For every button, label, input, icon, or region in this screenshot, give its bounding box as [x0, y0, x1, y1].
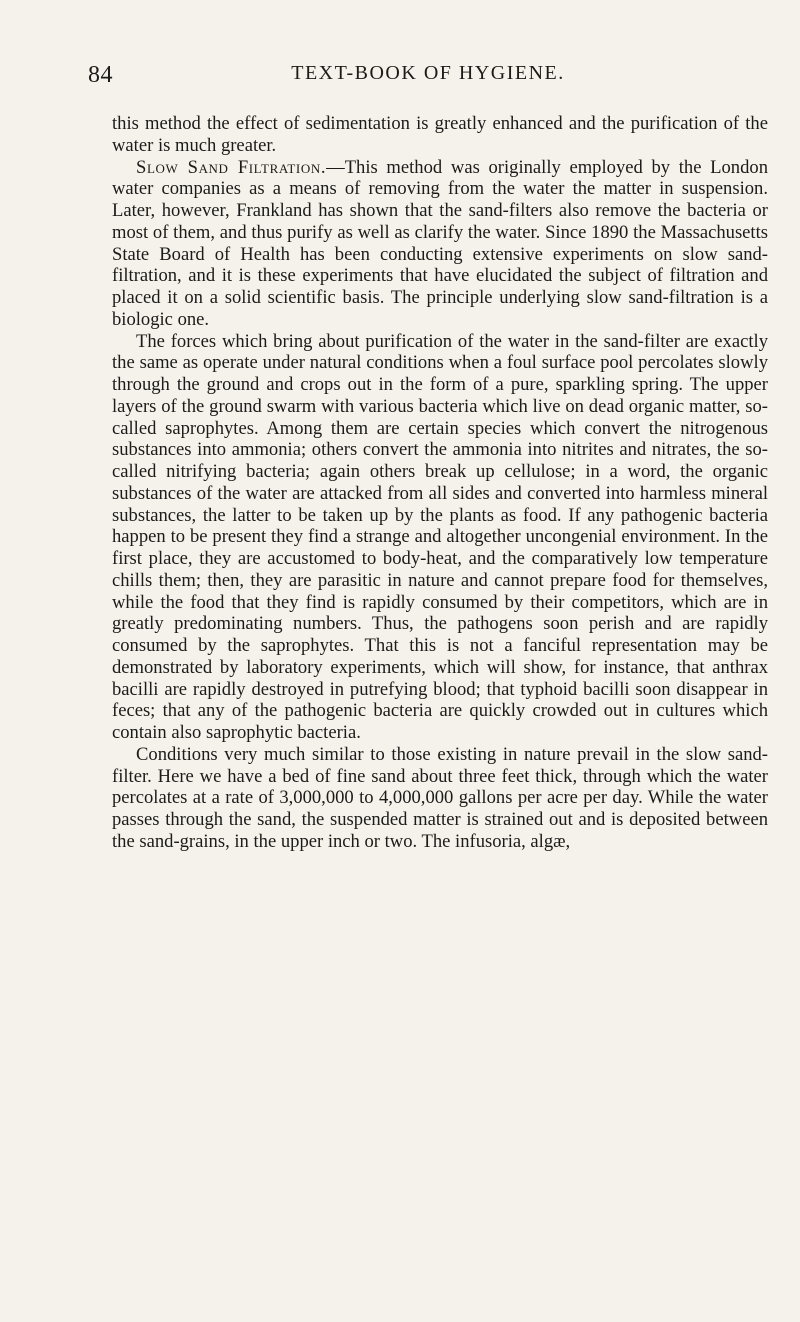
paragraph-purification-forces: The forces which bring about purification of the water in the sand-filter are exactly the same as operate under natural conditions when a foul surface pool percolates slowly through the ground and crops out in the form of a pure, sparkling spring. The upper layers of the ground swarm with various bacteria which live on dead organic matter, so-called saprophytes. Among them are certain species which convert the nitrogenous substances into ammonia; others convert the ammonia into nitrites and nitrates, the so-called nitrifying bacteria; again others break up cellulose; in a word, the organic substances of the water are attacked from all sides and converted into harmless mineral substances, the latter to be taken up by the plants as food. If any pathogenic bacteria happen to be present they find a strange and altogether uncongenial environment. In the first place, they are accustomed to body-heat, and the comparatively low temperature chills them; then, they are parasitic in nature and cannot prepare food for themselves, while the food that they find is rapidly consumed by their competitors, which are in greatly predominating numbers. Thus, the pathogens soon perish and are rapidly consumed by the saprophytes. That this is not a fanciful representation may be demonstrated by laboratory experiments, which will show, for instance, that anthrax bacilli are rapidly destroyed in putrefying blood; that typhoid bacilli soon disappear in feces; that any of the pathogenic bacteria are quickly crowded out in cultures which contain also saprophytic bacteria. [112, 330, 768, 743]
paragraph-text: —This method was originally employed by the London water companies as a means of removing from the water the matter in suspension. Later, however, Frankland has shown that the sand-filters also remove the bacteria or most of them, and thus purify as well as clarify the water. Since 1890 the Massachusetts State Board of Health has been conducting extensive experiments on slow sand-filtration, and it is these experiments that have elucidated the subject of filtration and placed it on a solid scientific basis. The principle underlying slow sand-filtration is a biologic one. [112, 156, 768, 330]
paragraph-slow-sand-filtration [112, 157, 768, 331]
paragraph-conditions: Conditions very much similar to those existing in nature prevail in the slow sand-filter. Here we have a bed of fine sand about three feet thick, through which the water percolates at a rate of 3,000,000 to 4,000,000 gallons per acre per day. While the water passes through the sand, the suspended matter is strained out and is deposited between the sand-grains, in the upper inch or two. The infusoria, algæ, [112, 743, 768, 852]
section-heading: Slow Sand Filtration. [136, 156, 327, 178]
body-text [112, 113, 768, 853]
paragraph-continuation: this method the effect of sedimentation is greatly enhanced and the purification of the water is much greater. [112, 113, 768, 156]
running-head-title: TEXT-BOOK OF HYGIENE. [291, 62, 565, 84]
page-number: 84 [88, 62, 113, 88]
running-head [88, 62, 748, 96]
